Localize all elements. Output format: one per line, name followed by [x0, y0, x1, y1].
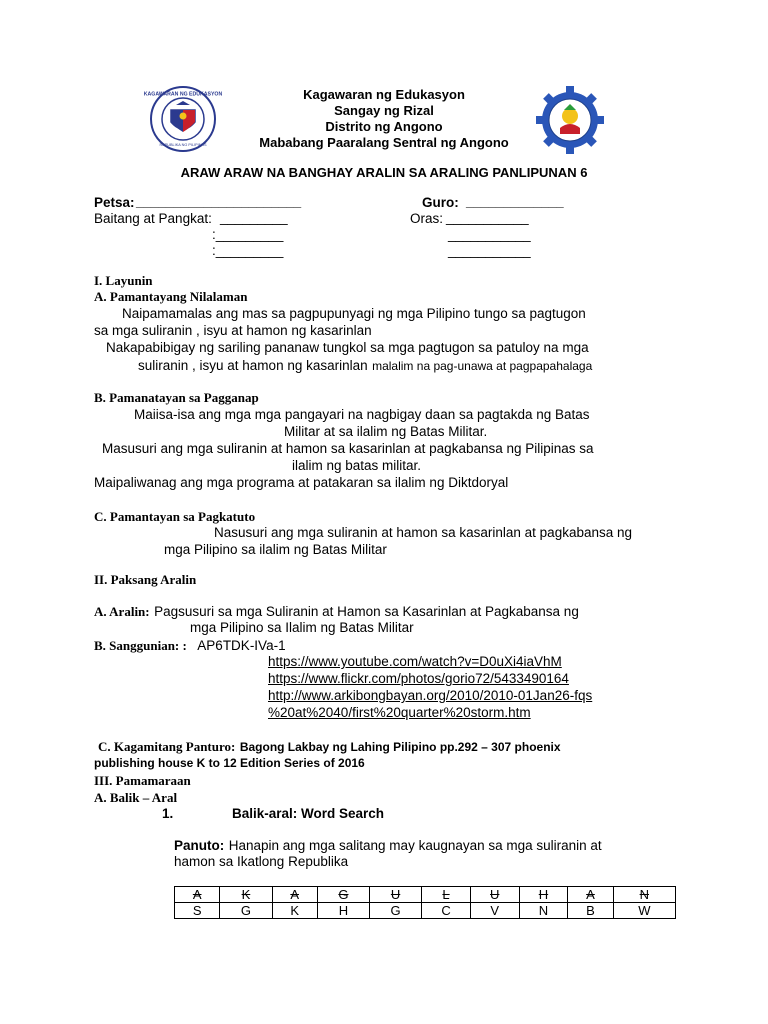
kagamitan-text-2: publishing house K to 12 Edition Series of 2016 [94, 756, 365, 770]
word-search-cell: G [317, 887, 369, 903]
word-search-cell: L [422, 887, 471, 903]
oras-blank: ___________ [446, 210, 529, 225]
kagamitan-line1 [98, 738, 561, 756]
word-search-cell: N [613, 887, 675, 903]
panuto-line1 [174, 837, 602, 855]
kagamitan-text-1: Bagong Lakbay ng Lahing Pilipino pp.292 – 307 phoenix [239, 740, 561, 754]
pagkatuto-heading: C. Pamantayan sa Pagkatuto [94, 509, 256, 524]
baitang-label: Baitang at Pangkat: [94, 211, 212, 226]
word-search-cell: C [422, 903, 471, 919]
layunin-b-line2: Militar at sa ilalim ng Batas Militar. [284, 424, 488, 439]
balik-aral-heading: A. Balik – Aral [94, 790, 178, 805]
panuto-text-2: hamon sa Ikatlong Republika [174, 854, 349, 869]
layunin-b-line1: Maiisa-isa ang mga mga pangayari na nagbigay daan sa pagtakda ng Batas [134, 407, 590, 422]
pamamaraan-heading: III. Pamamaraan [94, 773, 191, 788]
word-search-cell: G [220, 903, 272, 919]
word-search-row-1 [175, 887, 676, 903]
word-search-cell: A [175, 887, 220, 903]
guro-label: Guro: [422, 195, 459, 210]
paksang-aralin-heading: II. Paksang Aralin [94, 572, 197, 587]
layunin-a-line4b: malalim na pag-unawa at pagpapahalaga [372, 359, 593, 373]
panuto-text-1: Hanapin ang mga salitang may kaugnayan sa mga suliranin at [228, 838, 602, 853]
document-title: ARAW ARAW NA BANGHAY ARALIN SA ARALING PANLIPUNAN 6 [180, 165, 588, 180]
aralin-label: A. Aralin: [94, 604, 150, 619]
sanggunian-code: AP6TDK-IVa-1 [197, 638, 286, 653]
reference-link-arkibongbayan-cont[interactable]: %20at%2040/first%20quarter%20storm.htm [268, 705, 531, 720]
word-search-cell: G [370, 903, 422, 919]
word-search-cell: H [519, 887, 568, 903]
oras-label: Oras: [410, 211, 444, 226]
extra-right-2: ___________ [448, 243, 531, 258]
panuto-label: Panuto: [174, 838, 225, 853]
aralin-text-2: mga Pilipino sa Ilalim ng Batas Militar [190, 620, 414, 635]
extra-left-2: :_________ [212, 243, 284, 258]
pagganap-heading: B. Pamanatayan sa Pagganap [94, 390, 259, 405]
extra-left-1: :_________ [212, 227, 284, 242]
header-district: Distrito ng Angono [325, 119, 443, 134]
word-search-cell: U [470, 887, 519, 903]
word-search-title: Balik-aral: Word Search [232, 806, 385, 821]
extra-right-1: ___________ [448, 227, 531, 242]
header-agency: Kagawaran ng Edukasyon [303, 87, 465, 102]
pamantayang-nilalaman-heading: A. Pamantayang Nilalaman [94, 289, 248, 304]
word-search-cell: B [568, 903, 613, 919]
header-school: Mababang Paaralang Sentral ng Angono [259, 135, 509, 150]
word-search-cell: H [317, 903, 369, 919]
sanggunian-label: B. Sanggunian: : [94, 638, 187, 653]
layunin-a-line2: sa mga suliranin , isyu at hamon ng kasarinlan [94, 323, 372, 338]
layunin-b-line5: Maipaliwanag ang mga programa at patakaran sa ilalim ng Diktdoryal [94, 475, 509, 490]
item-number: 1. [162, 806, 174, 821]
word-search-row-2 [175, 903, 676, 919]
deped-seal-text: KAGAWARAN NG EDUKASYON [143, 91, 223, 98]
deped-seal-subtext: REPUBLIKA NG PILIPINAS [159, 143, 207, 147]
layunin-heading: I. Layunin [94, 273, 153, 288]
layunin-a-line3: Nakapabibigay ng sariling pananaw tungkol sa mga pagtugon sa patuloy na mga [106, 340, 589, 355]
header-division: Sangay ng Rizal [334, 103, 434, 118]
guro-blank: _____________ [466, 194, 564, 209]
reference-link-youtube[interactable]: https://www.youtube.com/watch?v=D0uXi4iaVhM [268, 654, 562, 669]
word-search-grid [174, 886, 676, 919]
word-search-cell: U [370, 887, 422, 903]
layunin-c-line1: Nasusuri ang mga suliranin at hamon sa kasarinlan at pagkabansa ng [214, 525, 633, 540]
layunin-a-line4 [138, 357, 592, 375]
word-search-cell: A [272, 887, 317, 903]
word-search-cell: W [613, 903, 675, 919]
word-search-cell: V [470, 903, 519, 919]
reference-link-arkibongbayan[interactable]: http://www.arkibongbayan.org/2010/2010-01Jan26-fqs [268, 688, 593, 703]
aralin-text-1: Pagsusuri sa mga Suliranin at Hamon sa Kasarinlan at Pagkabansa ng [154, 604, 579, 619]
sanggunian-line [94, 637, 286, 655]
layunin-a-line4a: suliranin , isyu at hamon ng kasarinlan [138, 358, 368, 373]
petsa-blank: ______________________ [136, 194, 302, 209]
layunin-b-line3: Masusuri ang mga suliranin at hamon sa kasarinlan at pagkabansa ng Pilipinas sa [102, 441, 594, 456]
petsa-label: Petsa: [94, 195, 135, 210]
layunin-a-line1: Naipamamalas ang mas sa pagpupunyagi ng mga Pilipino tungo sa pagtugon [122, 306, 586, 321]
word-search-cell: N [519, 903, 568, 919]
layunin-c-line2: mga Pilipino sa ilalim ng Batas Militar [164, 542, 387, 557]
word-search-cell: K [272, 903, 317, 919]
word-search-cell: S [175, 903, 220, 919]
word-search-cell: K [220, 887, 272, 903]
kagamitan-label: C. Kagamitang Panturo: [98, 739, 236, 754]
layunin-b-line4: ilalim ng batas militar. [292, 458, 422, 473]
baitang-blank: _________ [220, 210, 288, 225]
aralin-line1 [94, 603, 579, 621]
reference-link-flickr[interactable]: https://www.flickr.com/photos/gorio72/5433490164 [268, 671, 569, 686]
word-search-cell: A [568, 887, 613, 903]
